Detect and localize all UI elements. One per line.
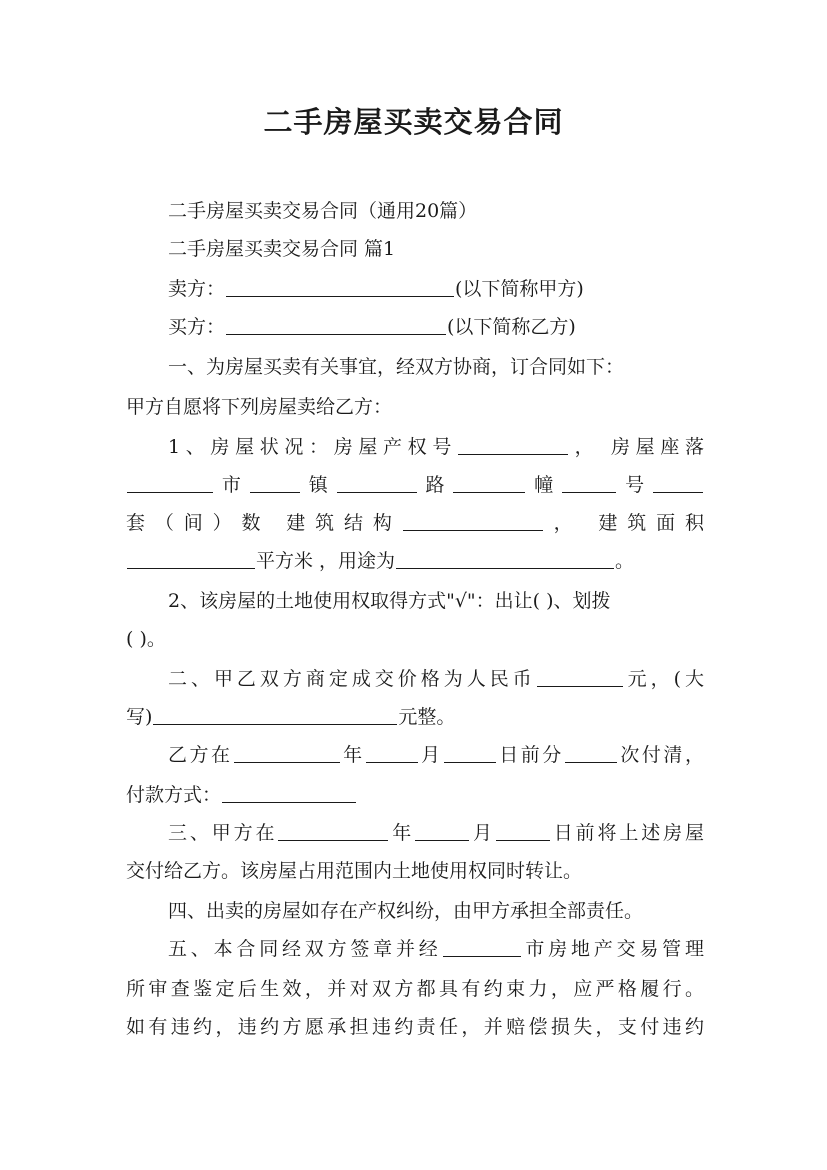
seller-line: 卖方： (以下简称甲方) — [168, 278, 584, 300]
subtitle: 二手房屋买卖交易合同（通用20篇） — [168, 200, 478, 222]
section-heading: 二手房屋买卖交易合同 篇1 — [168, 238, 396, 260]
price-words-blank[interactable] — [153, 704, 397, 725]
pay-day-blank[interactable] — [444, 742, 496, 763]
clause-2-line-1: 二、甲乙双方商定成交价格为人民币 元，(大 — [168, 668, 704, 690]
property-cert-blank[interactable] — [458, 434, 568, 455]
clause-5-line-1: 五、本合同经双方签章并经 市房地产交易管理 — [168, 938, 704, 960]
pay-month-blank[interactable] — [366, 742, 418, 763]
item-1-line-3: 套（间）数 建筑结构 ， 建筑面积 — [126, 512, 704, 534]
clause-5-line-3: 如有违约，违约方愿承担违约责任，并赔偿损失，支付违约 — [126, 1016, 704, 1038]
road-blank[interactable] — [337, 472, 417, 493]
item-1-line-1: 1、房屋状况：房屋产权号 ， 房屋座落 — [168, 436, 704, 458]
number-blank[interactable] — [562, 472, 616, 493]
area-blank[interactable] — [127, 548, 255, 569]
city-office-blank[interactable] — [443, 936, 521, 957]
structure-blank[interactable] — [403, 510, 543, 531]
clause-3-line-1: 三、甲方在 年 月 日前将上述房屋 — [168, 822, 704, 844]
document-title: 二手房屋买卖交易合同 — [263, 105, 564, 139]
deliver-year-blank[interactable] — [278, 820, 388, 841]
clause-1-line-1: 一、为房屋买卖有关事宜，经双方协商，订合同如下： — [168, 356, 625, 378]
clause-4: 四、出卖的房屋如存在产权纠纷，由甲方承担全部责任。 — [168, 900, 644, 922]
deliver-month-blank[interactable] — [415, 820, 469, 841]
payment-line-2: 付款方式： — [126, 780, 704, 810]
pay-times-blank[interactable] — [565, 742, 617, 763]
clause-2-line-2: 写) 元整。 — [126, 706, 456, 728]
town-blank[interactable] — [250, 472, 300, 493]
item-1-line-2: 市 镇 路 幢 号 — [126, 470, 704, 500]
building-blank[interactable] — [453, 472, 525, 493]
item-1-line-4: 平方米 ，用途为 。 — [126, 546, 704, 576]
buyer-line: 买方： (以下简称乙方) — [168, 316, 576, 338]
item-2-line-2: ( )。 — [126, 628, 166, 650]
clause-5-line-2: 所审查鉴定后生效，并对双方都具有约束力，应严格履行。 — [126, 978, 704, 1000]
item-2-line-1: 2、该房屋的土地使用权取得方式"√"：出让( )、划拨 — [168, 590, 611, 612]
seller-blank[interactable] — [226, 276, 454, 297]
payment-method-blank[interactable] — [222, 782, 356, 803]
price-blank[interactable] — [537, 666, 623, 687]
deliver-day-blank[interactable] — [496, 820, 550, 841]
payment-line-1: 乙方在 年 月 日前分 次付清， — [168, 744, 704, 766]
city-blank[interactable] — [127, 472, 213, 493]
usage-blank[interactable] — [396, 548, 614, 569]
clause-3-line-2: 交付给乙方。该房屋占用范围内土地使用权同时转让。 — [126, 860, 583, 882]
pay-year-blank[interactable] — [234, 742, 340, 763]
suite-blank[interactable] — [653, 472, 703, 493]
clause-1-line-2: 甲方自愿将下列房屋卖给乙方： — [126, 396, 393, 418]
buyer-blank[interactable] — [226, 314, 446, 335]
